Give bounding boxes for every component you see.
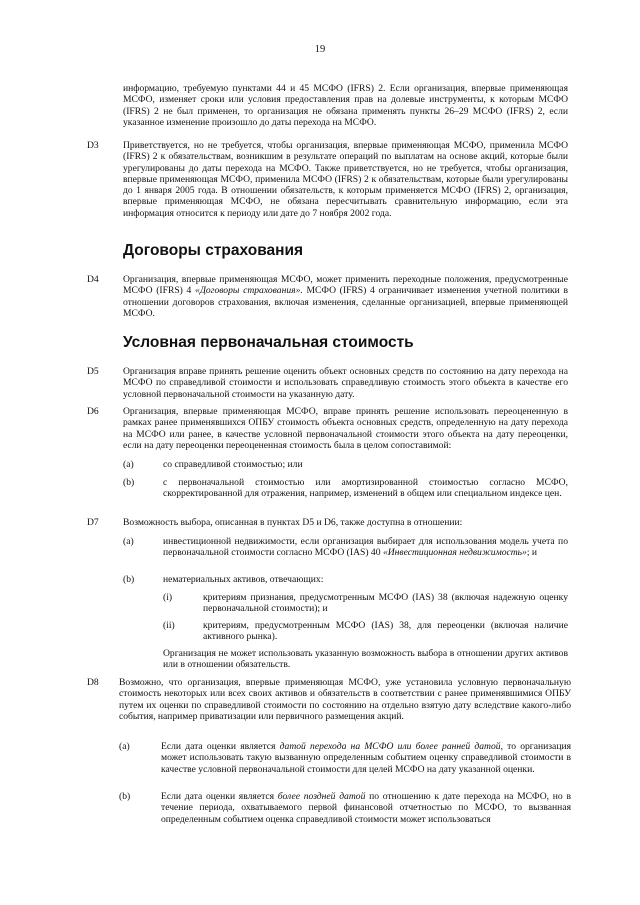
d7-closing-paragraph: Организация не может использовать указанную возможность выбора в отношении других активов или в отношении обязательств. <box>163 648 568 671</box>
d4-italic-title: «Договоры страхования». <box>195 285 303 297</box>
section-heading-deemed-cost: Условная первоначальная стоимость <box>123 334 414 351</box>
d8-item-a-text-1: Если дата оценки является <box>161 741 280 752</box>
d7-item-a-text-1: инвестиционной недвижимости, если организация выбирает для использования модель учета по первоначальной стоимости согласно МСФО (IAS) 40 <box>163 536 568 559</box>
d7-item-a <box>163 536 568 559</box>
paragraph-label-d7: D7 <box>87 517 99 528</box>
d6-item-a-label: (a) <box>123 459 134 470</box>
d6-item-b: с первоначальной стоимостью или амортизированной стоимостью согласно МСФО, скорректированной для отражения, например, изменений в общем или специальном индексе цен. <box>163 477 568 500</box>
d7-item-a-text-2: ; и <box>526 547 538 559</box>
paragraph-d4 <box>123 274 568 319</box>
d7-item-a-label: (a) <box>123 536 134 547</box>
d7-subitem-ii-label: (ii) <box>163 620 175 631</box>
section-heading-insurance: Договоры страхования <box>123 242 304 259</box>
d7-subitem-i: критериям признания, предусмотренным МСФО (IAS) 38 (включая надежную оценку первоначальной стоимости); и <box>203 592 568 615</box>
paragraph-d6: Организация, впервые применяющая МСФО, вправе принять решение использовать переоцененную в рамках ранее применявшихся ОПБУ стоимость объекта основных средств, определенную на дату перехода на МСФО или ранее, в качестве условной первоначальной стоимости этого объекта на дату переоценки, если на дату переоценки переоцененная стоимость была в целом сопоставимой: <box>123 406 568 451</box>
d8-item-b <box>161 791 571 825</box>
d6-item-a: со справедливой стоимостью; или <box>163 459 303 470</box>
d8-item-b-italic: более поздней датой <box>277 791 366 802</box>
d8-item-a <box>161 741 571 775</box>
d6-item-b-label: (b) <box>123 477 135 488</box>
d4-text-1: Организация, впервые применяющая МСФО, может применить переходные положения, предусмотренные МСФО (IFRS) 4 <box>123 274 568 297</box>
d7-item-b: нематериальных активов, отвечающих: <box>163 574 324 585</box>
d8-item-a-italic: датой перехода на МСФО или более ранней датой <box>279 741 501 752</box>
paragraph-d5: Организация вправе принять решение оценить объект основных средств по состоянию на дату перехода на МСФО по справедливой стоимости и использовать справедливую стоимость этого объекта в качестве его условной первоначальной стоимости на указанную дату. <box>123 366 568 400</box>
paragraph-label-d8: D8 <box>87 677 99 688</box>
d7-item-a-italic-title: «Инвестиционная недвижимость» <box>382 547 527 559</box>
paragraph-label-d5: D5 <box>87 366 99 377</box>
d7-item-b-label: (b) <box>123 574 135 585</box>
d8-item-a-text-2: , то организация может использовать такую вызванную определенным событием оценку справедливой стоимости в качестве условной первоначальной стоимости для целей МСФО на дату указанной оценки. <box>161 741 572 775</box>
d7-subitem-ii: критериям, предусмотренным МСФО (IAS) 38, для переоценки (включая наличие активного рынка). <box>203 620 568 643</box>
d8-item-a-label: (a) <box>119 741 130 752</box>
d8-item-b-text-1: Если дата оценки является <box>161 791 278 802</box>
page-number: 19 <box>314 44 326 55</box>
d7-subitem-i-label: (i) <box>163 592 173 603</box>
d8-item-b-label: (b) <box>119 791 131 802</box>
d4-text-2: МСФО (IFRS) 4 ограничивает изменения учетной политики в отношении договоров страхования, включая изменения, сделанные организацией, впервые применяющей МСФО. <box>123 285 569 319</box>
d8-item-b-text-2: по отношению к дате перехода на МСФО, но в течение периода, охватываемого первой финансовой отчетностью по МСФО, то вызванная определенным событием оценка справедливой стоимости может использоваться <box>161 791 571 825</box>
intro-paragraph: информацию, требуемую пунктами 44 и 45 МСФО (IFRS) 2. Если организация, впервые применяющая МСФО, изменяет сроки или условия предоставления прав на долевые инструменты, к которым МСФО (IFRS) 2 не был применен, то организация не обязана применять пункты 26–29 МСФО (IFRS) 2, если указанное изменение произошло до даты перехода на МСФО. <box>123 83 568 128</box>
paragraph-d8: Возможно, что организация, впервые применяющая МСФО, уже установила условную первоначальную стоимость некоторых или всех своих активов и обязательств в соответствии с ранее применявшимися ОПБУ путем их оценки по справедливой стоимости по состоянию на отдельно взятую дату вследствие какого-либо события, например приватизации или первичного размещения акций. <box>119 677 571 722</box>
paragraph-label-d4: D4 <box>87 274 99 285</box>
paragraph-d7: Возможность выбора, описанная в пунктах D5 и D6, также доступна в отношении: <box>123 517 463 528</box>
paragraph-label-d6: D6 <box>87 406 99 417</box>
paragraph-label-d3: D3 <box>87 140 99 151</box>
paragraph-d3: Приветствуется, но не требуется, чтобы организация, впервые применяющая МСФО, применила МСФО (IFRS) 2 к обязательствам, возникшим в результате операций по выплатам на основе акций, которые были урегулированы до даты перехода на МСФО. Также приветствуется, но не требуется, чтобы организация, впервые применяющая МСФО, применила МСФО (IFRS) 2 к обязательствам, которые были урегулированы до 1 января 2005 года. В отношении обязательств, к которым применяется МСФО (IFRS) 2, организация, впервые применяющая МСФО, не обязана пересчитывать сравнительную информацию, если эта информация относится к периоду или дате до 7 ноября 2002 года. <box>123 140 568 219</box>
